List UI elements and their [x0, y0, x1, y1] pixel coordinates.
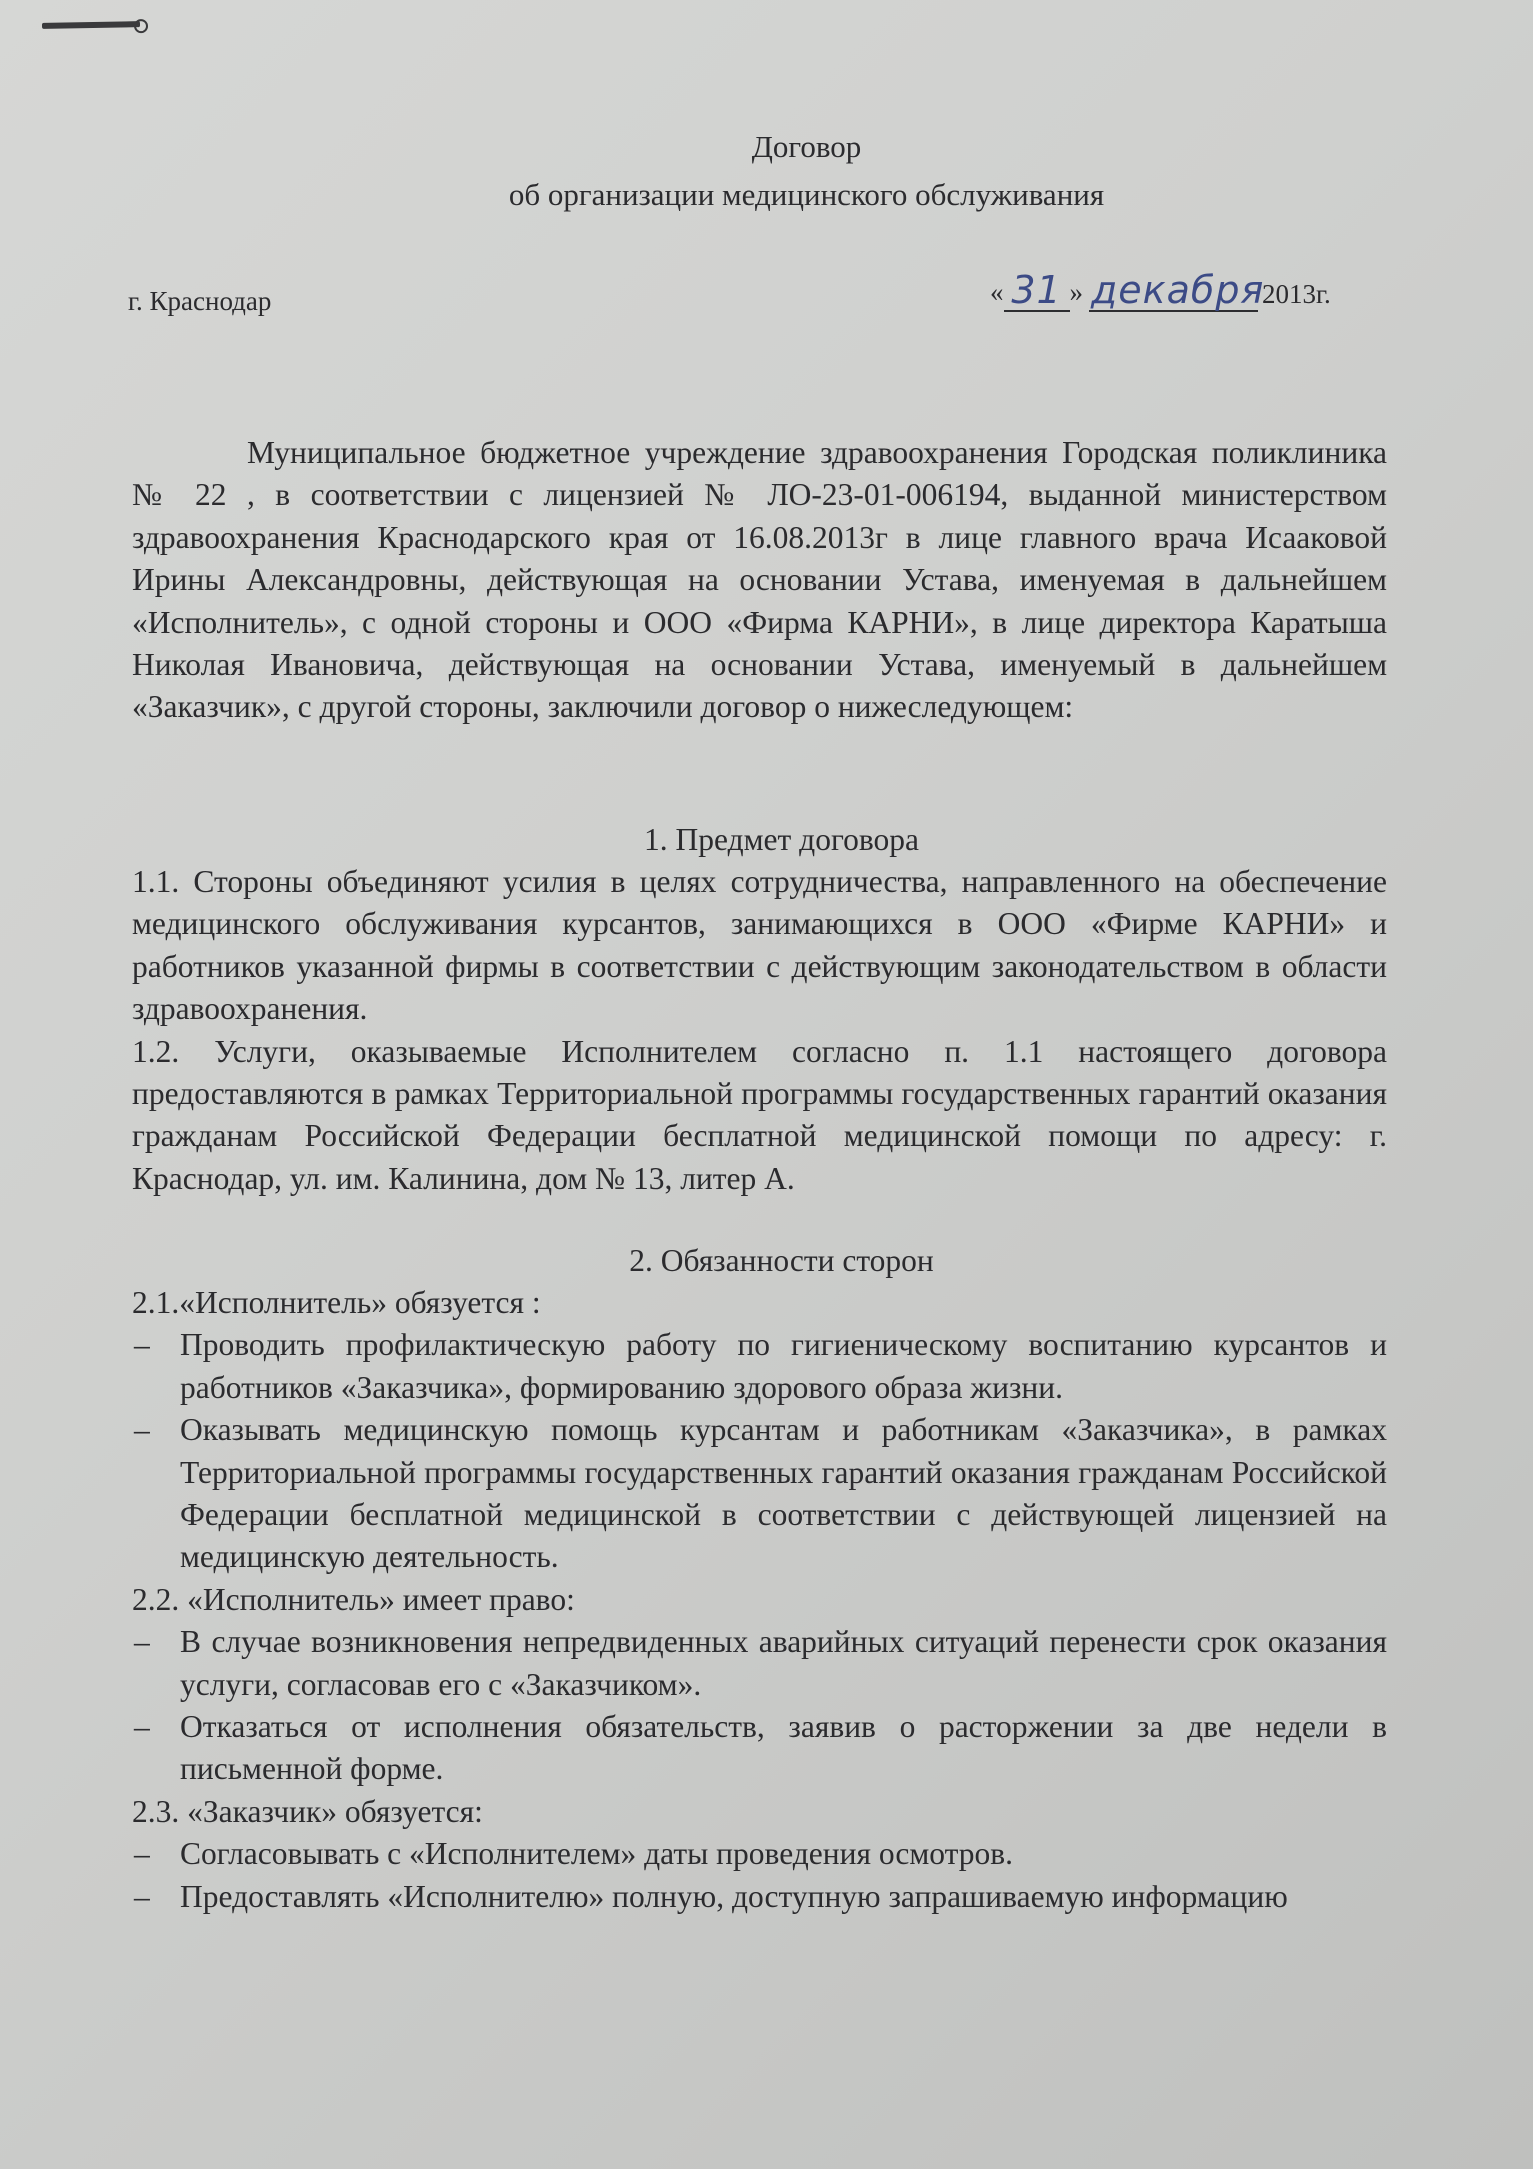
date-close-quote: »	[1069, 277, 1083, 307]
handwritten-month: декабря	[1091, 268, 1265, 312]
list-item	[132, 1833, 1387, 1875]
dash-bullet: –	[134, 1878, 150, 1914]
dash-bullet: –	[134, 1412, 150, 1448]
staple-mark	[42, 21, 140, 29]
clause-2-2-lead: 2.2. «Исполнитель» имеет право:	[132, 1581, 575, 1617]
list-item-text: Предоставлять «Исполнителю» полную, доступную запрашиваемую информацию	[180, 1878, 1288, 1914]
list-item-text: Проводить профилактическую работу по гигиеническому воспитанию курсантов и работников «Заказчика», формированию здорового образа жизни.	[180, 1327, 1387, 1405]
list-item-text: Согласовывать с «Исполнителем» даты проведения осмотров.	[180, 1836, 1014, 1872]
dash-bullet: –	[134, 1709, 150, 1745]
dash-bullet: –	[134, 1327, 150, 1363]
clause-1-2: 1.2. Услуги, оказываемые Исполнителем согласно п. 1.1 настоящего договора предоставляются в рамках Территориальной программы государственных гарантий оказания гражданам Российской Федерации бесплатной медицинской помощи по адресу: г. Краснодар, ул. им. Калинина, дом № 13, литер А.	[132, 1033, 1387, 1196]
document-subtitle: об организации медицинского обслуживания	[508, 177, 1105, 212]
city-label: г. Краснодар	[128, 286, 272, 316]
list-item	[132, 1621, 1387, 1706]
dash-bullet: –	[134, 1836, 150, 1872]
clause-1-1: 1.1. Стороны объединяют усилия в целях сотрудничества, направленного на обеспечение медицинского обслуживания курсантов, занимающихся в ООО «Фирме КАРНИ» и работников указанной фирмы в соответствии с действующим законодательством в области здравоохранения.	[132, 864, 1387, 1027]
list-item	[132, 1324, 1387, 1409]
list-item-text: Оказывать медицинскую помощь курсантам и работникам «Заказчика», в рамках Территориальной программы государственных гарантий оказания гражданам Российской Федерации бесплатной медицинской в соответствии с действующей лицензией на медицинскую деятельность.	[180, 1412, 1387, 1575]
list-item-text: Отказаться от исполнения обязательств, заявив о расторжении за две недели в письменной форме.	[180, 1709, 1387, 1787]
section-1-body	[132, 861, 1387, 1200]
handwritten-day: 31	[1004, 270, 1070, 312]
intro-paragraph: Муниципальное бюджетное учреждение здравоохранения Городская поликлиника № 22 , в соответствии с лицензией № ЛО-23-01-006194, выданной министерством здравоохранения Краснодарского края от 16.08.2013г в лице главного врача Исааковой Ирины Александровны, действующая на основании Устава, именуемая в дальнейшем «Исполнитель», с одной стороны и ООО «Фирма КАРНИ», в лице директора Каратыша Николая Ивановича, действующая на основании Устава, именуемый в дальнейшем «Заказчик», с другой стороны, заключили договор о нижеследующем:	[132, 435, 1387, 725]
list-item	[132, 1409, 1387, 1579]
date-year: 2013г.	[1262, 279, 1331, 309]
list-item-text: В случае возникновения непредвиденных аварийных ситуаций перенести срок оказания услуги, согласовав его с «Заказчиком».	[180, 1624, 1387, 1702]
list-item	[132, 1706, 1387, 1791]
section-2-heading: 2. Обязанности сторон	[629, 1243, 934, 1278]
list-item	[132, 1876, 1387, 1918]
clause-2-1-lead: 2.1.«Исполнитель» обязуется :	[132, 1285, 541, 1320]
document-title: Договор	[751, 129, 862, 164]
section-2-body	[132, 1282, 1387, 1918]
section-1-heading: 1. Предмет договора	[644, 822, 919, 857]
date-open-quote: «	[990, 277, 1004, 307]
contract-date	[990, 270, 1331, 312]
clause-2-3-lead: 2.3. «Заказчик» обязуется:	[132, 1793, 483, 1829]
dash-bullet: –	[134, 1624, 150, 1660]
